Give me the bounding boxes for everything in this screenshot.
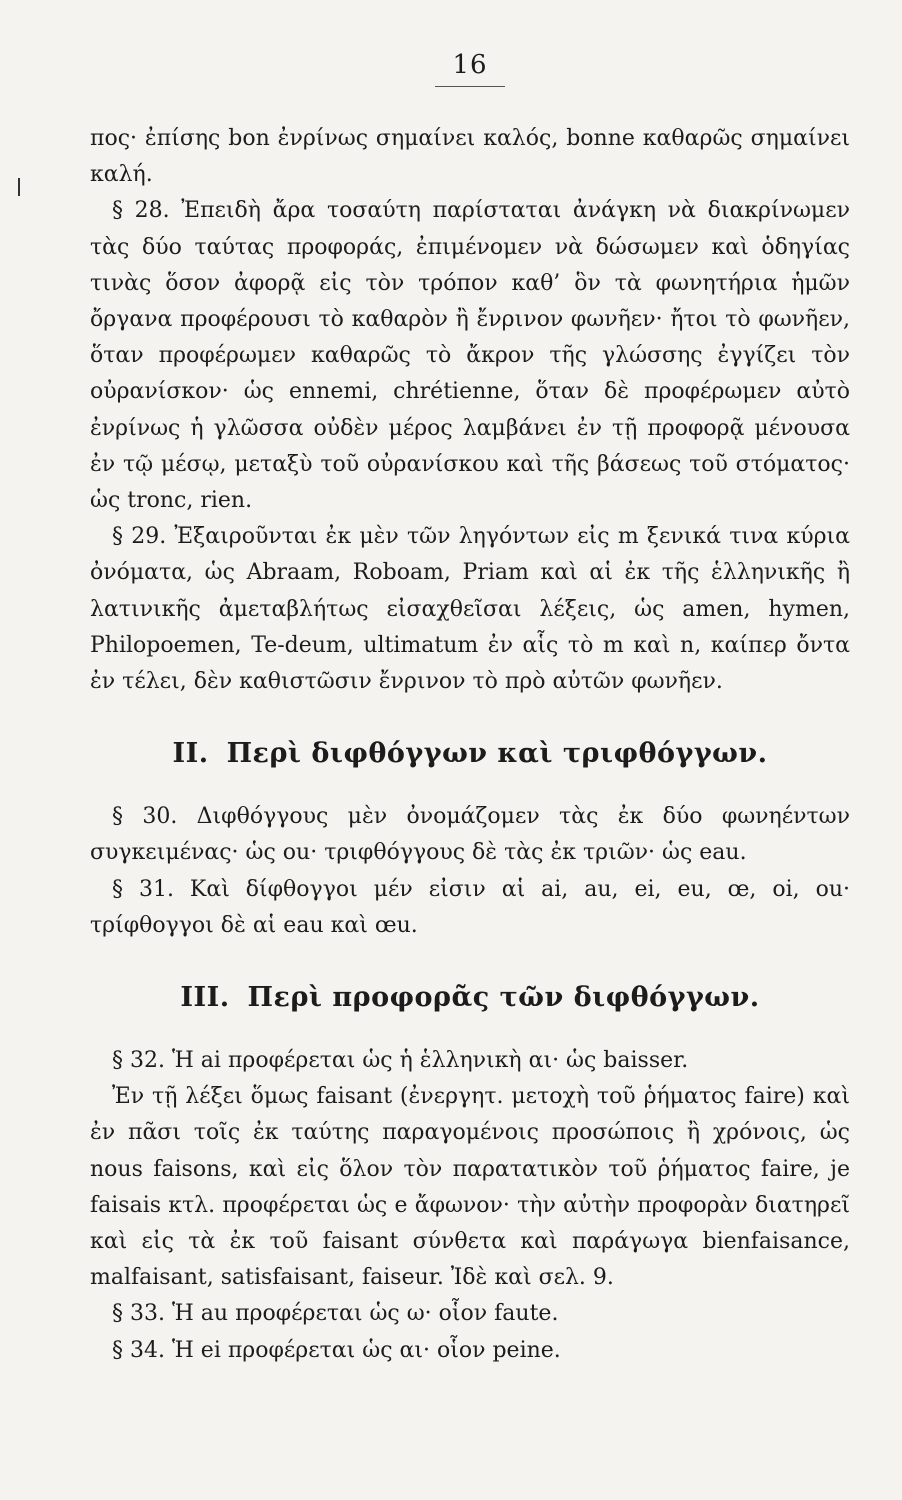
- paragraph-30: § 30. Διφθόγγους μὲν ὀνομάζομεν τὰς ἐκ δύο φωνηέντων συγκειμένας· ὡς ou· τριφθόγγους δὲ τὰς ἐκ τριῶν· ὡς eau.: [90, 804, 850, 866]
- page-number: 16: [452, 50, 488, 80]
- paragraph-32: § 32. Ἡ ai προφέρεται ὡς ἡ ἑλληνικὴ αι· ὡς baisser.: [112, 1048, 689, 1074]
- paragraph-continuation: πος· ἐπίσης bon ἐνρίνως σημαίνει καλός, bonne καθαρῶς σημαίνει καλή.: [90, 126, 850, 188]
- section-numeral: III.: [180, 982, 230, 1014]
- paragraph-33: § 33. Ἡ au προφέρεται ὡς ω· οἷον faute.: [112, 1301, 559, 1327]
- section-numeral: II.: [172, 738, 209, 770]
- margin-mark: [18, 178, 20, 196]
- text-body: [90, 121, 850, 1369]
- section-heading-iii: [90, 982, 850, 1013]
- paragraph-28: § 28. Ἐπειδὴ ἄρα τοσαύτη παρίσταται ἀνάγκη νὰ διακρίνωμεν τὰς δύο ταύτας προφοράς, ἐπιμένομεν νὰ δώσωμεν καὶ ὁδηγίας τινὰς ὅσον ἀφορᾷ εἰς τὸν τρόπον καθ’ ὃν τὰ φωνητήρια ἡμῶν ὄργανα προφέρουσι τὸ καθαρὸν ἢ ἔνρινον φωνῆεν· ἤτοι τὸ φωνῆεν, ὅταν προφέρωμεν καθαρῶς τὸ ἄκρον τῆς γλώσσης ἐγγίζει τὸν οὐρανίσκον· ὡς ennemi, chrétienne, ὅταν δὲ προφέρωμεν αὐτὸ ἐνρίνως ἡ γλῶσσα οὐδὲν μέρος λαμβάνει ἐν τῇ προφορᾷ μένουσα ἐν τῷ μέσῳ, μεταξὺ τοῦ οὐρανίσκου καὶ τῆς βάσεως τοῦ στόματος· ὡς tronc, rien.: [90, 198, 850, 514]
- section-title: Περὶ διφθόγγων καὶ τριφθόγγων.: [226, 738, 768, 770]
- paragraph-34: § 34. Ἡ ei προφέρεται ὡς αι· οἷον peine.: [112, 1337, 561, 1363]
- paragraph-29: § 29. Ἐξαιροῦνται ἐκ μὲν τῶν ληγόντων εἰς m ξενικά τινα κύρια ὀνόματα, ὡς Abraam, Roboam, Priam καὶ αἱ ἐκ τῆς ἑλληνικῆς ἢ λατινικῆς ἀμεταβλήτως εἰσαχθεῖσαι λέξεις, ὡς amen, hymen, Philopoemen, Te-deum, ultimatum ἐν αἷς τὸ m καὶ n, καίπερ ὄντα ἐν τέλει, δὲν καθιστῶσιν ἔνρινον τὸ πρὸ αὐτῶν φωνῆεν.: [90, 524, 850, 695]
- paragraph-32-continuation: Ἐν τῇ λέξει ὅμως faisant (ἐνεργητ. μετοχὴ τοῦ ῥήματος faire) καὶ ἐν πᾶσι τοῖς ἐκ ταύτης παραγομένοις προσώποις ἢ χρόνοις, ὡς nous faisons, καὶ εἰς ὅλον τὸν παρατατικὸν τοῦ ῥήματος faire, je faisais κτλ. προφέρεται ὡς e ἄφωνον· τὴν αὐτὴν προφορὰν διατηρεῖ καὶ εἰς τὰ ἐκ τοῦ faisant σύνθετα καὶ παράγωγα bienfaisance, malfaisant, satisfaisant, faiseur. Ἰδὲ καὶ σελ. 9.: [90, 1084, 850, 1291]
- paragraph-31: § 31. Καὶ δίφθογγοι μέν εἰσιν αἱ ai, au, ei, eu, œ, oi, ou· τρίφθογγοι δὲ αἱ eau καὶ œu.: [90, 876, 850, 938]
- section-heading-ii: [90, 738, 850, 769]
- page-number-rule: [435, 86, 505, 87]
- section-title: Περὶ προφορᾶς τῶν διφθόγγων.: [247, 982, 760, 1014]
